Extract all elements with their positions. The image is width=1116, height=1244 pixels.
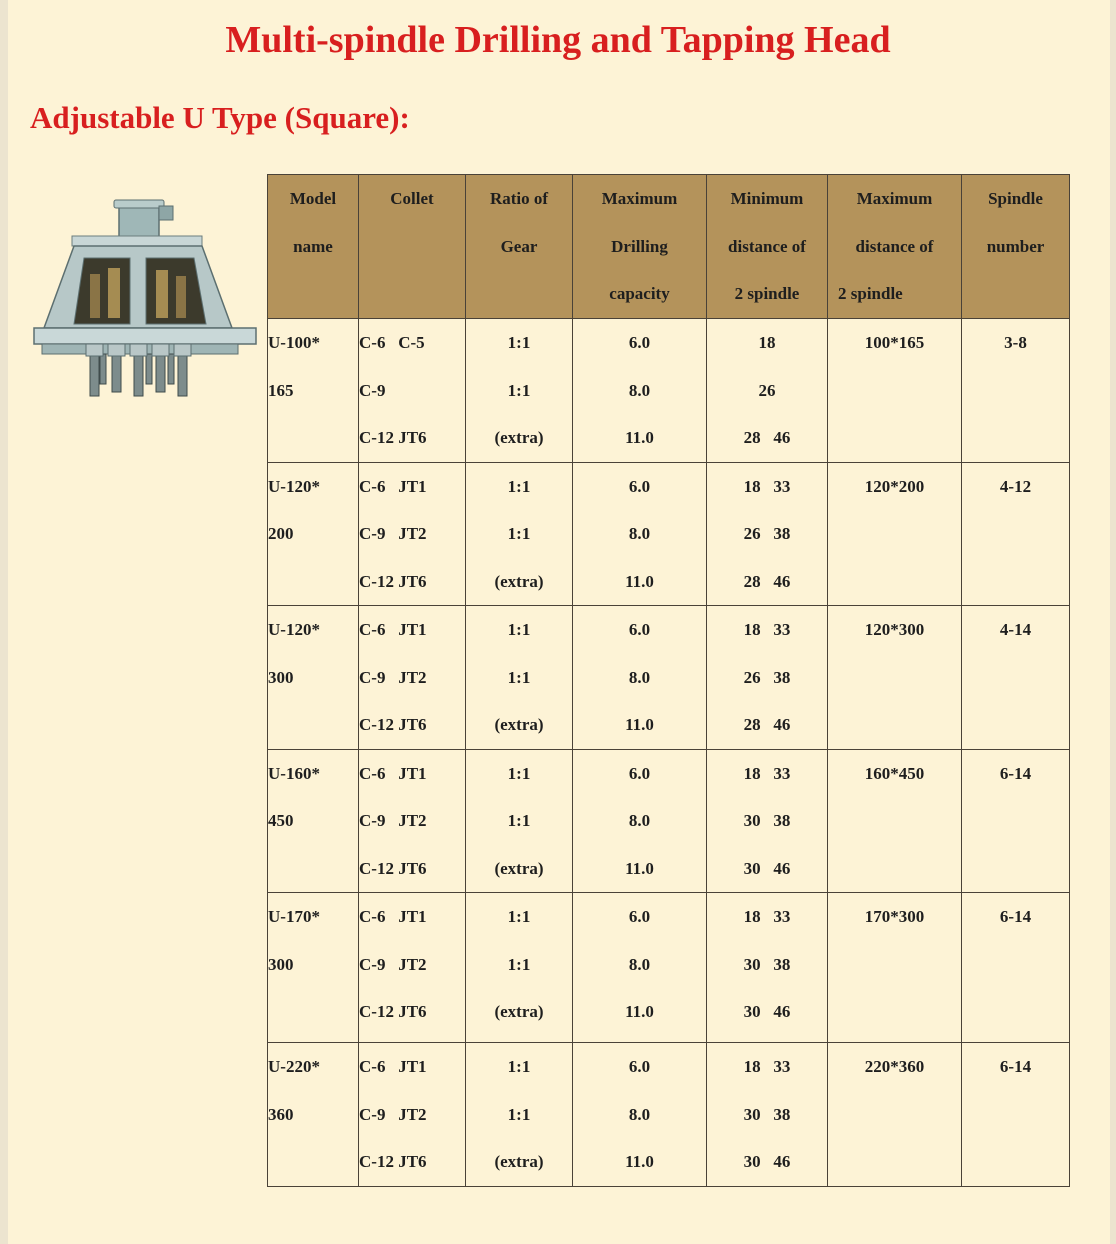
collet-cell: C-6 C-5 C-9 C-12 JT6 bbox=[359, 319, 466, 463]
header-collet: Collet bbox=[359, 175, 466, 319]
capacity-cell: 6.0 8.0 11.0 bbox=[573, 749, 707, 893]
header-model-name: Model name bbox=[268, 175, 359, 319]
spindle-number-cell: 6-14 bbox=[962, 893, 1070, 1043]
header-row bbox=[268, 175, 1070, 319]
spec-table bbox=[267, 174, 1070, 1187]
ratio-cell: 1:1 1:1 (extra) bbox=[466, 1043, 573, 1187]
page-edge-right bbox=[1110, 0, 1116, 1244]
min-distance-cell: 18 26 28 46 bbox=[707, 319, 828, 463]
max-distance-cell: 120*300 bbox=[828, 606, 962, 750]
collet-cell: C-6 JT1 C-9 JT2 C-12 JT6 bbox=[359, 893, 466, 1043]
capacity-cell: 6.0 8.0 11.0 bbox=[573, 319, 707, 463]
table-row bbox=[268, 1043, 1070, 1187]
header-max-spindle-distance: Maximum distance of 2 spindle bbox=[828, 175, 962, 319]
model-cell: U-120* 300 bbox=[268, 606, 359, 750]
model-cell: U-220* 360 bbox=[268, 1043, 359, 1187]
model-cell: U-160* 450 bbox=[268, 749, 359, 893]
collet-cell: C-6 JT1 C-9 JT2 C-12 JT6 bbox=[359, 1043, 466, 1187]
page-title: Multi-spindle Drilling and Tapping Head bbox=[225, 19, 891, 61]
spindle-number-cell: 3-8 bbox=[962, 319, 1070, 463]
collet-cell: C-6 JT1 C-9 JT2 C-12 JT6 bbox=[359, 606, 466, 750]
model-cell: U-170* 300 bbox=[268, 893, 359, 1043]
min-distance-cell: 18 33 26 38 28 46 bbox=[707, 606, 828, 750]
spindle-number-cell: 6-14 bbox=[962, 1043, 1070, 1187]
max-distance-cell: 120*200 bbox=[828, 462, 962, 606]
max-distance-cell: 220*360 bbox=[828, 1043, 962, 1187]
spindle-number-cell: 4-12 bbox=[962, 462, 1070, 606]
table-row bbox=[268, 893, 1070, 1043]
ratio-cell: 1:1 1:1 (extra) bbox=[466, 606, 573, 750]
table-row bbox=[268, 319, 1070, 463]
ratio-cell: 1:1 1:1 (extra) bbox=[466, 749, 573, 893]
min-distance-cell: 18 33 26 38 28 46 bbox=[707, 462, 828, 606]
ratio-cell: 1:1 1:1 (extra) bbox=[466, 319, 573, 463]
header-min-spindle-distance: Minimum distance of 2 spindle bbox=[707, 175, 828, 319]
section-title: Adjustable U Type (Square): bbox=[30, 100, 410, 135]
header-max-drilling-capacity: Maximum Drilling capacity bbox=[573, 175, 707, 319]
max-distance-cell: 100*165 bbox=[828, 319, 962, 463]
max-distance-cell: 160*450 bbox=[828, 749, 962, 893]
capacity-cell: 6.0 8.0 11.0 bbox=[573, 1043, 707, 1187]
min-distance-cell: 18 33 30 38 30 46 bbox=[707, 1043, 828, 1187]
table-row bbox=[268, 462, 1070, 606]
header-gear-ratio: Ratio of Gear bbox=[466, 175, 573, 319]
spindle-number-cell: 6-14 bbox=[962, 749, 1070, 893]
model-cell: U-100* 165 bbox=[268, 319, 359, 463]
model-cell: U-120* 200 bbox=[268, 462, 359, 606]
page-edge-left bbox=[0, 0, 8, 1244]
table-row bbox=[268, 749, 1070, 893]
header-spindle-number: Spindle number bbox=[962, 175, 1070, 319]
collet-cell: C-6 JT1 C-9 JT2 C-12 JT6 bbox=[359, 462, 466, 606]
min-distance-cell: 18 33 30 38 30 46 bbox=[707, 749, 828, 893]
drilling-head-image bbox=[28, 196, 260, 402]
spindle-number-cell: 4-14 bbox=[962, 606, 1070, 750]
ratio-cell: 1:1 1:1 (extra) bbox=[466, 893, 573, 1043]
ratio-cell: 1:1 1:1 (extra) bbox=[466, 462, 573, 606]
capacity-cell: 6.0 8.0 11.0 bbox=[573, 606, 707, 750]
max-distance-cell: 170*300 bbox=[828, 893, 962, 1043]
table-row bbox=[268, 606, 1070, 750]
capacity-cell: 6.0 8.0 11.0 bbox=[573, 462, 707, 606]
capacity-cell: 6.0 8.0 11.0 bbox=[573, 893, 707, 1043]
min-distance-cell: 18 33 30 38 30 46 bbox=[707, 893, 828, 1043]
collet-cell: C-6 JT1 C-9 JT2 C-12 JT6 bbox=[359, 749, 466, 893]
